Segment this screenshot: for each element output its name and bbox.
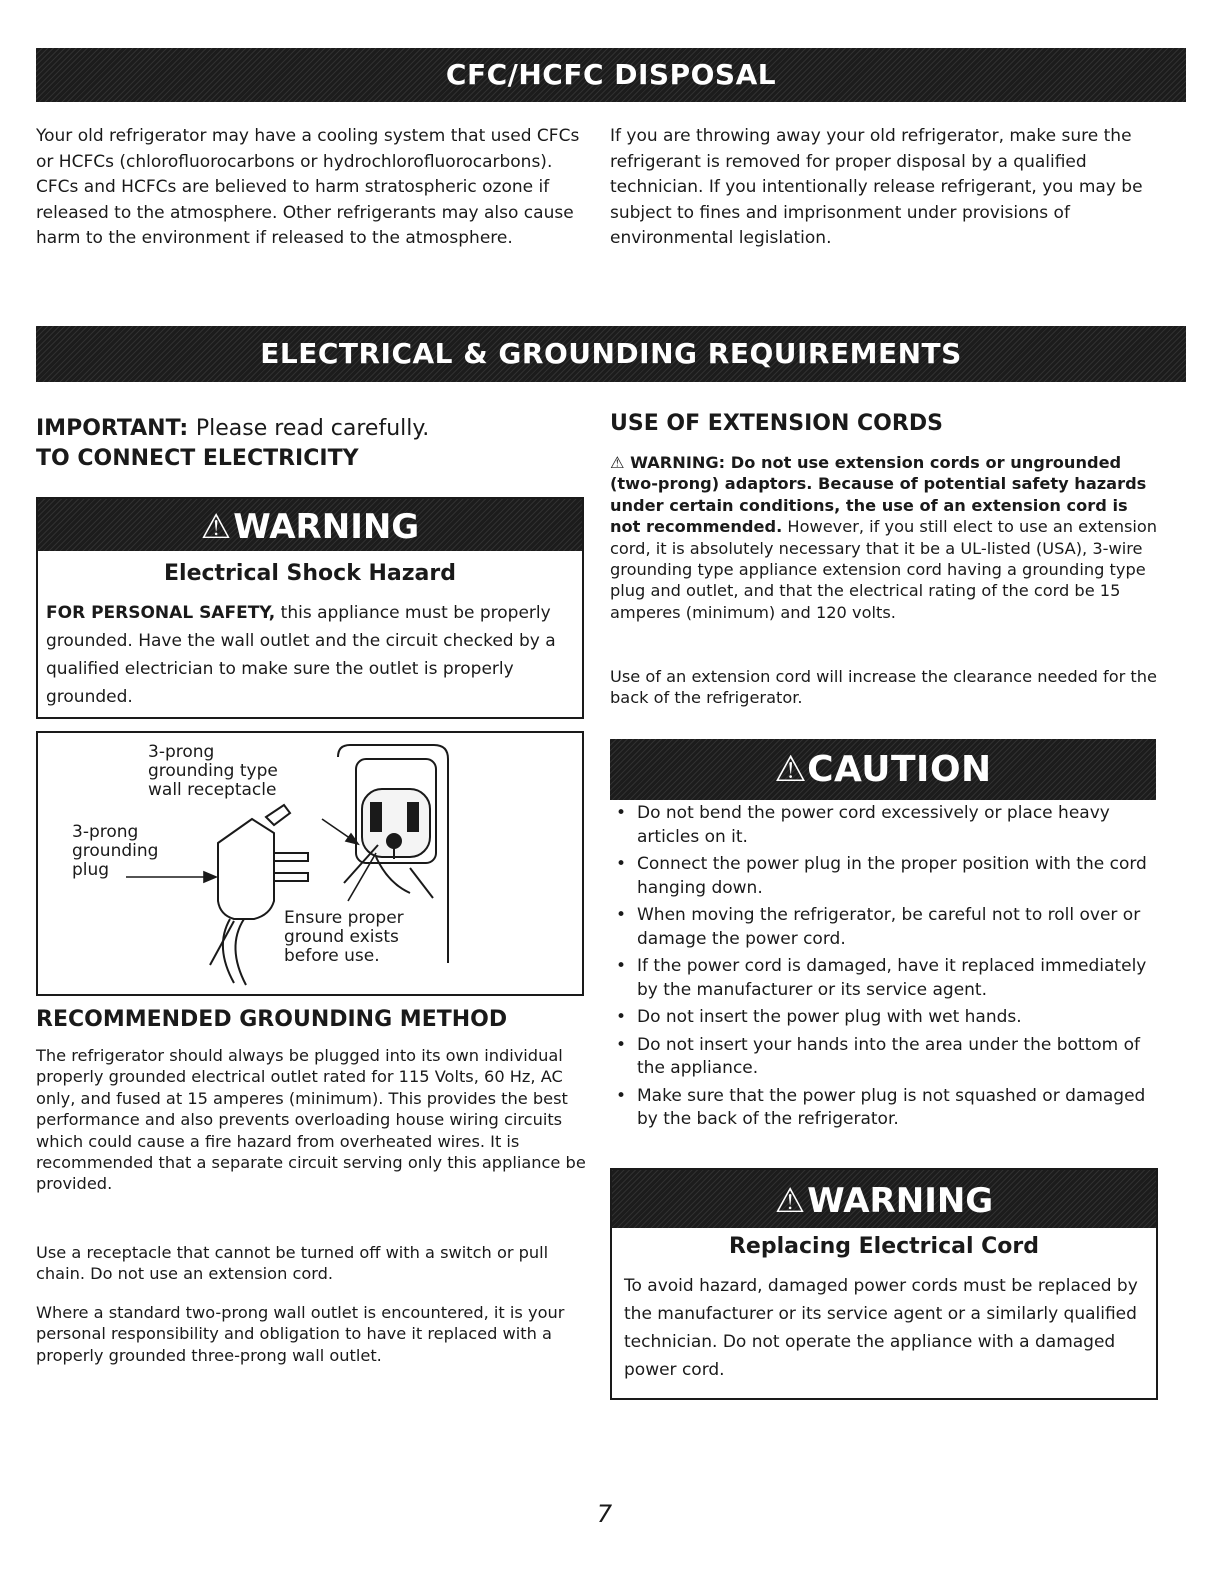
ensure-ground-line-2: ground exists [284,927,399,947]
ensure-ground-line-1: Ensure proper [284,908,404,928]
caution-item-text: If the power cord is damaged, have it replaced immediately by the manufacturer or its service agent. [637,956,1147,1000]
extension-warning-bold: ⚠ WARNING: Do not use extension cords or ungrounded (two-prong) adaptors. Because of potential safety hazards under certain conditions, the use of an extension cord is not recommended. [610,453,1147,537]
receptacle-label-line-2: grounding type [148,761,278,781]
warning-body [46,599,576,711]
list-item [610,904,1158,951]
warning-word: WARNING [807,1180,994,1221]
warning-word: WARNING [233,506,420,547]
bullet-icon: • [616,1007,627,1027]
receptacle-label-line-1: 3-prong [148,742,215,762]
bullet-icon: • [616,1085,627,1106]
grounding-plug-diagram [36,731,584,996]
replacing-cord-warning-box [610,1168,1158,1400]
warning-body: To avoid hazard, damaged power cords must be replaced by the manufacturer or its service agent or a similarly qualified technician. Do not operate the appliance with a damaged power cord. [624,1276,1138,1380]
receptacle-pointer-arrow [322,819,358,844]
extension-cords-heading: USE OF EXTENSION CORDS [610,411,943,436]
electrical-requirements-title: ELECTRICAL & GROUNDING REQUIREMENTS [260,337,962,370]
warning-triangle-icon: ⚠ [200,506,232,547]
bullet-icon: • [616,905,627,925]
caution-word: CAUTION [807,749,992,790]
bullet-icon: • [616,854,627,874]
caution-item-text: When moving the refrigerator, be careful not to roll over or damage the power cord. [637,905,1141,949]
warning-subtitle: Replacing Electrical Cord [728,1234,1040,1259]
cfc-disposal-title: CFC/HCFC DISPOSAL [445,58,777,91]
caution-item-text: Make sure that the power plug is not squashed or damaged by the back of the refrigerator. [637,1085,1146,1129]
list-item [610,802,1158,849]
warning-header [38,499,582,551]
important-note [36,416,429,441]
warning-body-lead: FOR PERSONAL SAFETY, [46,603,276,623]
ensure-ground-label [284,909,404,966]
ensure-ground-line-3: before use. [284,946,380,966]
caution-item-text: Do not insert your hands into the area under the bottom of the appliance. [637,1034,1141,1078]
grounding-paragraph-1: The refrigerator should always be plugged into its own individual properly grounded electrical outlet rated for 115 Volts, 60 Hz, AC only, and fused at 15 amperes (minimum). This provides the best performance and also prevents overloading house wiring circuits which could cause a fire hazard from overheated wires. It is recommended that a separate circuit serving only this appliance be provided. [36,1046,586,1194]
extension-clearance-paragraph: Use of an extension cord will increase the clearance needed for the back of the refrigerator. [610,667,1157,708]
plug-label [72,823,158,880]
caution-item-text: Connect the power plug in the proper position with the cord hanging down. [637,854,1147,898]
important-rest: Please read carefully. [195,416,430,441]
plug-label-line-1: 3-prong [72,822,139,842]
list-item [610,853,1158,900]
grounding-paragraph-3: Where a standard two-prong wall outlet is encountered, it is your personal responsibility and obligation to have it replaced with a properly grounded three-prong wall outlet. [36,1303,565,1365]
warning-header [612,1170,1156,1228]
warning-body-text: this appliance must be properly grounded. Have the wall outlet and the circuit checked by a qualified electrician to make sure the outlet is properly grounded. [46,603,556,707]
receptacle-label-line-3: wall receptacle [148,780,277,800]
electrical-requirements-banner [36,326,1186,382]
bullet-icon: • [616,956,627,976]
caution-item-text: Do not bend the power cord excessively or place heavy articles on it. [637,803,1110,847]
list-item [610,1085,1158,1132]
page-number: 7 [596,1500,613,1528]
electrical-shock-warning-box [36,497,584,719]
connect-electricity-heading: TO CONNECT ELECTRICITY [36,446,359,471]
plug-label-line-3: plug [72,860,110,880]
caution-list [610,802,1158,1136]
extension-warning-paragraph [610,452,1160,623]
bullet-icon: • [616,1034,627,1055]
plug-label-line-2: grounding [72,841,159,861]
caution-banner [610,739,1156,800]
bullet-icon: • [616,803,627,823]
grounding-paragraph-2: Use a receptacle that cannot be turned off with a switch or pull chain. Do not use an extension cord. [36,1243,549,1284]
cfc-disposal-banner [36,48,1186,102]
receptacle-label [148,743,278,800]
list-item [610,1034,1158,1081]
caution-item-text: Do not insert the power plug with wet hands. [637,1007,1022,1027]
important-lead: IMPORTANT: [36,416,189,441]
extension-warning-rest: However, if you still elect to use an extension cord, it is absolutely necessary that it be a UL-listed (USA), 3-wire grounding type appliance extension cord having a grounding type plug and outlet, and that the electrical rating of the cord be 15 amperes (minimum) and 120 volts. [610,517,1158,622]
list-item [610,955,1158,1002]
warning-subtitle: Electrical Shock Hazard [164,561,456,586]
cfc-left-paragraph: Your old refrigerator may have a cooling system that used CFCs or HCFCs (chlorofluorocarbons or hydrochlorofluorocarbons). CFCs and HCFCs are believed to harm stratospheric ozone if released to the atmosphere. Other refrigerants may also cause harm to the environment if released to the atmosphere. [36,126,580,248]
caution-triangle-icon: ⚠ [774,749,808,790]
list-item [610,1006,1158,1030]
warning-triangle-icon: ⚠ [774,1180,806,1221]
cfc-right-paragraph: If you are throwing away your old refrigerator, make sure the refrigerant is removed for proper disposal by a qualified technician. If you intentionally release refrigerant, you may be subject to fines and imprisonment under provisions of environmental legislation. [610,126,1143,248]
grounding-method-heading: RECOMMENDED GROUNDING METHOD [36,1007,508,1032]
